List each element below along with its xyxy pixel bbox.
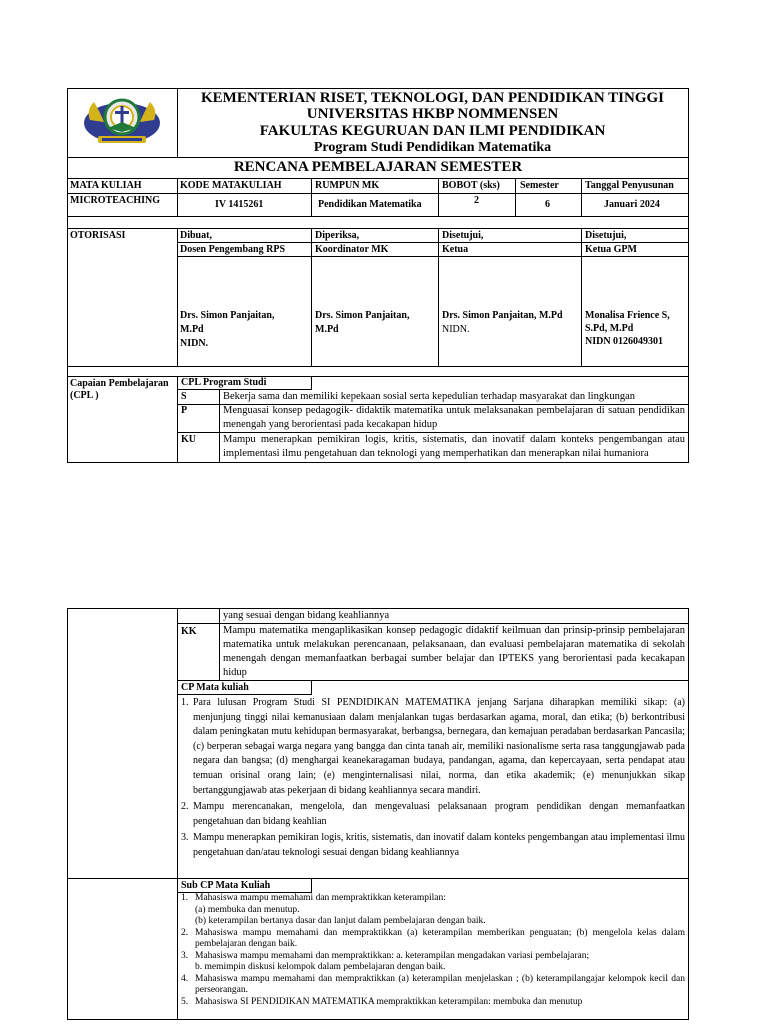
cpl-s-text: Bekerja sama dan memiliki kepekaan sosial serta kepedulian terhadap masyarakat dan lingkungan: [223, 391, 635, 402]
cp-mk-item-number: 2.: [181, 801, 189, 813]
signer-3-name: Drs. Simon Panjaitan, M.Pd: [442, 310, 563, 321]
cp-mk-item-text: Mampu merencanakan, mengelola, dan mengevaluasi pelaksanaan program pendidikan dengan memanfaatkan pengetahuan dan bidang keahlian: [193, 801, 685, 827]
dosen-pengembang-label: Dosen Pengembang RPS: [180, 244, 286, 255]
dibuat-label: Dibuat,: [180, 230, 212, 241]
sub-cp-item: [181, 928, 685, 951]
sub-cp-item-line: b. memimpin diskusi kelompok dalam pembelajaran dengan baik.: [195, 962, 446, 972]
document-title: RENCANA PEMBELAJARAN SEMESTER: [233, 159, 523, 175]
disetujui-label-2: Disetujui,: [585, 230, 627, 241]
sub-cp-item-line: Mahasiswa mampu memahami dan mempraktikkan: a. keterampilan mengadakan variasi pembelajaran;: [195, 950, 590, 961]
sub-cp-item-text: [195, 951, 685, 974]
ketua-gpm-label: Ketua GPM: [585, 244, 637, 255]
disetujui-label-1: Disetujui,: [442, 230, 484, 241]
semester-header: Semester: [520, 180, 559, 191]
otorisasi-label: OTORISASI: [70, 230, 126, 241]
signer-1-nidn: NIDN.: [180, 338, 209, 349]
ketua-label: Ketua: [442, 244, 469, 255]
header-line-1: KEMENTERIAN RISET, TEKNOLOGI, DAN PENDIDIKAN TINGGI: [200, 90, 664, 106]
mata-kuliah-header: MATA KULIAH: [70, 180, 142, 191]
signer-4-degree: S.Pd, M.Pd: [585, 323, 634, 334]
diperiksa-label: Diperiksa,: [315, 230, 360, 241]
cpl-ku-continuation: yang sesuai dengan bidang keahliannya: [223, 610, 390, 621]
cp-mk-item-number: 3.: [181, 832, 189, 844]
sub-cp-item-number: 2.: [181, 927, 189, 938]
sub-cp-header: Sub CP Mata Kuliah: [181, 880, 271, 891]
sub-cp-item: [181, 974, 685, 997]
cp-mk-item-text: Mampu menerapkan pemikiran logis, kritis, sistematis, dan inovatif dalam konteks pengembangan atau implementasi ilmu pengetahuan dan/atau teknologi sesuai dengan bidang keahliannya: [193, 832, 685, 858]
sub-cp-item-line: Mahasiswa mampu memahami dan mempraktikkan (a) keterampilan memberikan penguatan; (b) mengelola kelas dalam pembelajaran dengan baik.: [195, 927, 685, 949]
sub-cp-item-number: 3.: [181, 950, 189, 961]
header-line-2: UNIVERSITAS HKBP NOMMENSEN: [306, 106, 559, 122]
cpl-label: Capaian Pembelajaran: [70, 378, 169, 389]
sub-cp-item-text: [195, 974, 685, 997]
sub-cp-item-line: Mahasiswa mampu memahami dan mempraktikkan keterampilan:: [195, 893, 446, 903]
cp-mk-header: CP Mata kuliah: [181, 682, 249, 693]
cp-mk-item: [181, 696, 685, 798]
tanggal-value: Januari 2024: [604, 199, 660, 210]
kode-header: KODE MATAKULIAH: [180, 180, 282, 191]
sub-cp-item: [181, 997, 685, 1009]
cp-mk-item-text: Para lulusan Program Studi SI PENDIDIKAN MATEMATIKA jenjang Sarjana diharapkan memiliki sikap: (a) menjunjung tinggi nilai kemanusiaan dalam menjalankan tugas berdasarkan agama, moral, dan etika; (b) berkontribusi dalam peningkatan mutu kehidupan bermasyarakat, berbangsa, bernegara, dan kemajuan peradaban berdasarkan Pancasila; (c) berperan sebagai warga negara yang bangga dan cinta tanah air, memiliki nasionalisme serta rasa tanggungjawab pada negara dan bangsa; (d) menghargai keanekaragaman budaya, pandangan, agama, dan kepercayaan, serta pendapat atau temuan orisinal orang lain; (e) menginternalisasi nilai, norma, dan etika akademik; (e) menunjukkan sikap bertanggungjawab atas pekerjaan di bidang keahliannya secara mandiri.: [193, 697, 686, 796]
signer-1-degree: M.Pd: [180, 324, 204, 335]
mata-kuliah-value: MICROTEACHING: [70, 195, 161, 206]
tanggal-header: Tanggal Penyusunan: [585, 180, 674, 191]
bobot-header: BOBOT (sks): [442, 180, 500, 191]
cpl-kk-text: Mampu matematika mengaplikasikan konsep pedagogic didaktif keilmuan dan prinsip-prinsip pembelajaran matematika untuk melakukan perencanaan, pelaksanaan, dan evaluasi pembelajaran matematika di sekolah menengah dengan memanfaatkan berbagai sumber belajar dan IPTEKS yang berorientasi pada kecakapan hidup: [223, 625, 685, 678]
cp-mk-item-number: 1.: [181, 697, 189, 708]
signer-4-nidn: NIDN 0126049301: [585, 336, 664, 347]
signer-1-name: Drs. Simon Panjaitan,: [180, 310, 275, 321]
cpl-ku-code: KU: [181, 434, 196, 445]
cpl-kk-code: KK: [181, 626, 197, 637]
sub-cp-item-line: (b) keterampilan bertanya dasar dan lanjut dalam pembelajaran dengan baik.: [195, 916, 486, 926]
signer-2-name: Drs. Simon Panjaitan,: [315, 310, 410, 321]
cpl-prodi-header: CPL Program Studi: [181, 377, 267, 388]
signer-3-nidn: NIDN.: [442, 324, 470, 335]
kode-value: IV 1415261: [215, 199, 264, 210]
cp-mk-list: [181, 696, 685, 861]
cpl-p-code: P: [181, 405, 188, 416]
sub-cp-item-line: Mahasiswa mampu memahami dan mempraktikkan (a) keterampilan menjelaskan ; (b) keterampilangajar kelompok kecil dan perseorangan.: [195, 973, 685, 995]
koordinator-label: Koordinator MK: [315, 244, 389, 255]
cpl-p-text: Menguasai konsep pedagogik- didaktik matematika untuk melaksanakan pembelajaran di satuan pendidikan menengah yang berorientasi pada kecakapan hidup: [223, 405, 685, 430]
signer-2-degree: M.Pd: [315, 324, 339, 335]
bobot-value: 2: [474, 195, 479, 206]
sub-cp-list: [181, 893, 685, 1008]
cpl-ku-text: Mampu menerapkan pemikiran logis, kritis, sistematis, dan inovatif dalam konteks pengembangan atau implementasi ilmu pengetahuan dan teknologi yang memperhatikan dan menerapkan nilai humaniora: [223, 434, 685, 459]
cpl-label-abbr: (CPL ): [70, 390, 99, 401]
cp-mk-item: [181, 800, 685, 829]
cpl-s-code: S: [181, 391, 187, 402]
sub-cp-item: [181, 893, 685, 928]
sub-cp-item-number: 5.: [181, 996, 189, 1007]
sub-cp-item-number: 1.: [181, 893, 189, 903]
semester-value: 6: [545, 199, 550, 210]
sub-cp-item-text: [195, 893, 685, 928]
rumpun-header: RUMPUN MK: [315, 180, 380, 191]
cp-mk-item: [181, 831, 685, 860]
sub-cp-item-text: [195, 928, 685, 951]
rumpun-value: Pendidikan Matematika: [318, 199, 422, 210]
sub-cp-item-text: [195, 997, 685, 1009]
sub-cp-item: [181, 951, 685, 974]
sub-cp-item-line: Mahasiswa SI PENDIDIKAN MATEMATIKA mempraktikkan keterampilan: membuka dan menutup: [195, 996, 583, 1007]
university-logo: [82, 92, 162, 154]
sub-cp-item-line: (a) membuka dan menutup.: [195, 904, 300, 915]
sub-cp-item-number: 4.: [181, 973, 189, 984]
header-line-4: Program Studi Pendidikan Matematika: [313, 140, 552, 155]
signer-4-name: Monalisa Frience S,: [585, 310, 670, 321]
header-line-3: FAKULTAS KEGURUAN DAN ILMI PENDIDIKAN: [259, 123, 606, 139]
